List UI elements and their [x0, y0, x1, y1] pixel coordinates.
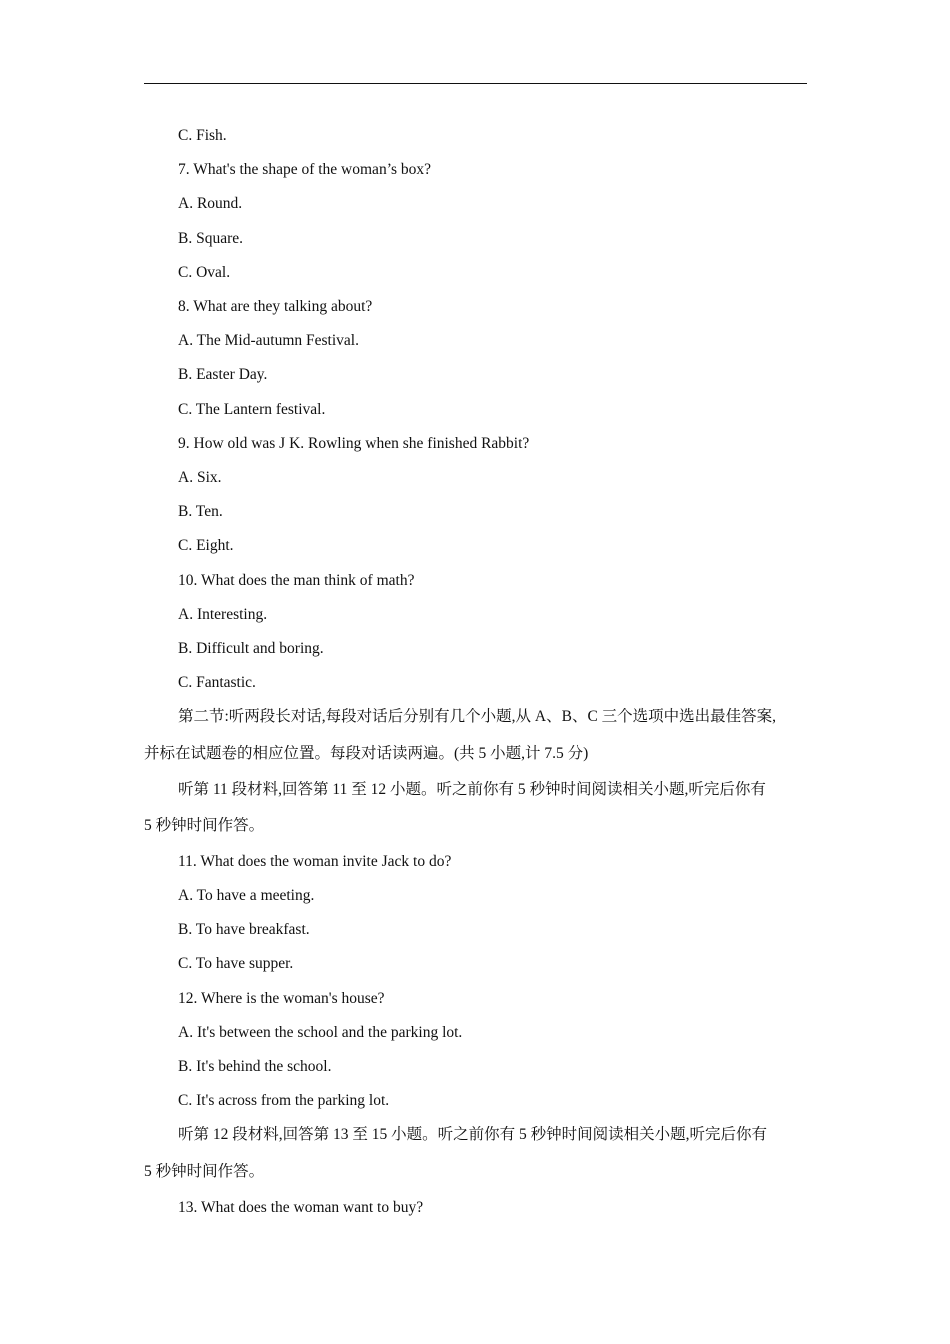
question-11: 11. What does the woman invite Jack to do? [178, 852, 452, 870]
option-line: C. Fantastic. [178, 674, 256, 692]
option-line: B. Square. [178, 229, 244, 247]
paragraph-first-line: 听第 12 段材料,回答第 13 至 15 小题。听之前你有 5 秒钟时间阅读相关小题,听完后你有 [178, 1126, 768, 1144]
question-8: 8. What are they talking about? [178, 298, 373, 316]
option-line: B. It's behind the school. [178, 1058, 332, 1076]
option-line: C. To have supper. [178, 955, 294, 973]
option-line: B. Easter Day. [178, 366, 268, 384]
option-line: A. Interesting. [178, 605, 268, 623]
option-line: B. To have breakfast. [178, 921, 310, 939]
option-line: C. It's across from the parking lot. [178, 1092, 390, 1110]
option-line: C. The Lantern festival. [178, 400, 326, 418]
header-rule [144, 83, 807, 84]
question-12: 12. Where is the woman's house? [178, 989, 385, 1007]
document-body [144, 119, 812, 1225]
material-11-instructions [144, 773, 812, 845]
question-7: 7. What's the shape of the woman’s box? [178, 161, 432, 179]
material-12-instructions [144, 1118, 812, 1190]
option-line: A. To have a meeting. [178, 887, 315, 905]
option-line: B. Difficult and boring. [178, 640, 324, 658]
paragraph-first-line: 第二节:听两段长对话,每段对话后分别有几个小题,从 A、B、C 三个选项中选出最佳答案, [178, 708, 777, 726]
question-10: 10. What does the man think of math? [178, 571, 415, 589]
section-instructions [144, 700, 812, 772]
option-line: C. Eight. [178, 537, 234, 555]
paragraph-first-line: 听第 11 段材料,回答第 11 至 12 小题。听之前你有 5 秒钟时间阅读相关小题,听完后你有 [178, 780, 766, 798]
option-line: A. Six. [178, 469, 222, 487]
paragraph-continuation: 并标在试题卷的相应位置。每段对话读两遍。(共 5 小题,计 7.5 分) [144, 744, 589, 762]
question-13: 13. What does the woman want to buy? [178, 1198, 424, 1216]
option-line: B. Ten. [178, 503, 223, 521]
question-9: 9. How old was J K. Rowling when she finished Rabbit? [178, 434, 530, 452]
option-line: A. Round. [178, 195, 243, 213]
option-line: A. It's between the school and the parking lot. [178, 1023, 463, 1041]
option-line: A. The Mid-autumn Festival. [178, 332, 359, 350]
paragraph-continuation: 5 秒钟时间作答。 [144, 816, 265, 834]
text-line: C. Fish. [178, 127, 227, 144]
option-line: C. Oval. [178, 263, 231, 281]
paragraph-continuation: 5 秒钟时间作答。 [144, 1162, 265, 1180]
